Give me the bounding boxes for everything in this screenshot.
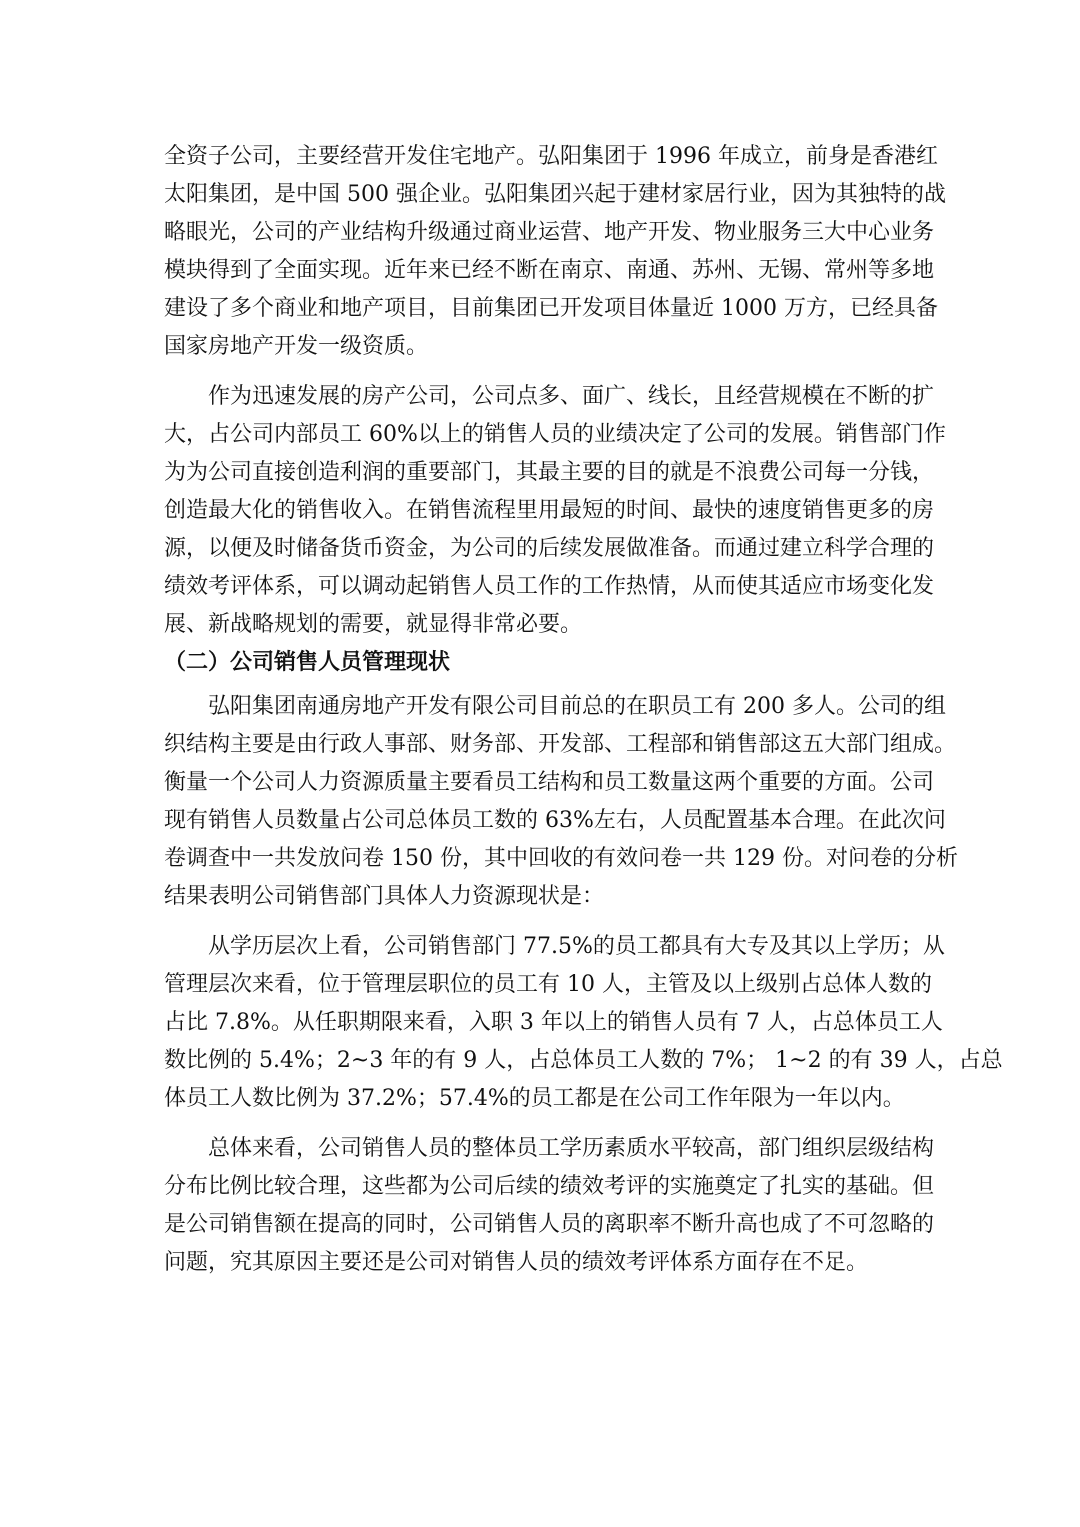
paragraph-3-line-3: 衡量一个公司人力资源质量主要看员工结构和员工数量这两个重要的方面。公司	[164, 770, 935, 795]
paragraph-2-line-3: 为为公司直接创造利润的重要部门，其最主要的目的就是不浪费公司每一分钱，	[164, 460, 935, 485]
paragraph-2-line-5: 源，以便及时储备货币资金，为公司的后续发展做准备。而通过建立科学合理的	[164, 536, 935, 561]
paragraph-2-line-7: 展、新战略规划的需要，就显得非常必要。	[164, 612, 583, 637]
paragraph-4-line-3: 占比 7.8%。从任职期限来看，入职 3 年以上的销售人员有 7 人，占总体员工人	[164, 1010, 943, 1035]
paragraph-3-line-5: 卷调查中一共发放问卷 150 份，其中回收的有效问卷一共 129 份。对问卷的分析	[164, 846, 958, 871]
paragraph-5-line-1: 总体来看，公司销售人员的整体员工学历素质水平较高，部门组织层级结构	[208, 1136, 935, 1161]
paragraph-5-line-2: 分布比例比较合理，这些都为公司后续的绩效考评的实施奠定了扎实的基础。但	[164, 1174, 935, 1199]
paragraph-1-line-2: 太阳集团，是中国 500 强企业。弘阳集团兴起于建材家居行业，因为其独特的战	[164, 182, 946, 207]
paragraph-3-line-2: 织结构主要是由行政人事部、财务部、开发部、工程部和销售部这五大部门组成。	[164, 732, 957, 757]
paragraph-1-line-4: 模块得到了全面实现。近年来已经不断在南京、南通、苏州、无锡、常州等多地	[164, 258, 935, 283]
paragraph-1-line-6: 国家房地产开发一级资质。	[164, 334, 429, 359]
section-heading: （二）公司销售人员管理现状	[164, 650, 451, 675]
paragraph-4-line-5: 体员工人数比例为 37.2%；57.4%的员工都是在公司工作年限为一年以内。	[164, 1086, 905, 1111]
paragraph-5-line-4: 问题，究其原因主要还是公司对销售人员的绩效考评体系方面存在不足。	[164, 1250, 869, 1275]
paragraph-2-line-1: 作为迅速发展的房产公司，公司点多、面广、线长，且经营规模在不断的扩	[208, 384, 935, 409]
paragraph-1-line-5: 建设了多个商业和地产项目，目前集团已开发项目体量近 1000 万方，已经具备	[164, 296, 938, 321]
paragraph-4-line-2: 管理层次来看，位于管理层职位的员工有 10 人，主管及以上级别占总体人数的	[164, 972, 932, 997]
paragraph-2-line-6: 绩效考评体系，可以调动起销售人员工作的工作热情，从而使其适应市场变化发	[164, 574, 935, 599]
paragraph-2-line-4: 创造最大化的销售收入。在销售流程里用最短的时间、最快的速度销售更多的房	[164, 498, 935, 523]
paragraph-3-line-1: 弘阳集团南通房地产开发有限公司目前总的在职员工有 200 多人。公司的组	[208, 694, 946, 719]
paragraph-3-line-6: 结果表明公司销售部门具体人力资源现状是：	[164, 884, 605, 909]
paragraph-1-line-1: 全资子公司，主要经营开发住宅地产。弘阳集团于 1996 年成立，前身是香港红	[164, 144, 938, 169]
paragraph-2-line-2: 大，占公司内部员工 60%以上的销售人员的业绩决定了公司的发展。销售部门作	[164, 422, 946, 447]
paragraph-4-line-4: 数比例的 5.4%；2~3 年的有 9 人，占总体员工人数的 7%； 1~2 的有 39 人，占总	[164, 1048, 1003, 1073]
paragraph-1-line-3: 略眼光，公司的产业结构升级通过商业运营、地产开发、物业服务三大中心业务	[164, 220, 935, 245]
paragraph-5-line-3: 是公司销售额在提高的同时，公司销售人员的离职率不断升高也成了不可忽略的	[164, 1212, 935, 1237]
paragraph-4-line-1: 从学历层次上看，公司销售部门 77.5%的员工都具有大专及其以上学历；从	[208, 934, 945, 959]
paragraph-3-line-4: 现有销售人员数量占公司总体员工数的 63%左右，人员配置基本合理。在此次问	[164, 808, 946, 833]
